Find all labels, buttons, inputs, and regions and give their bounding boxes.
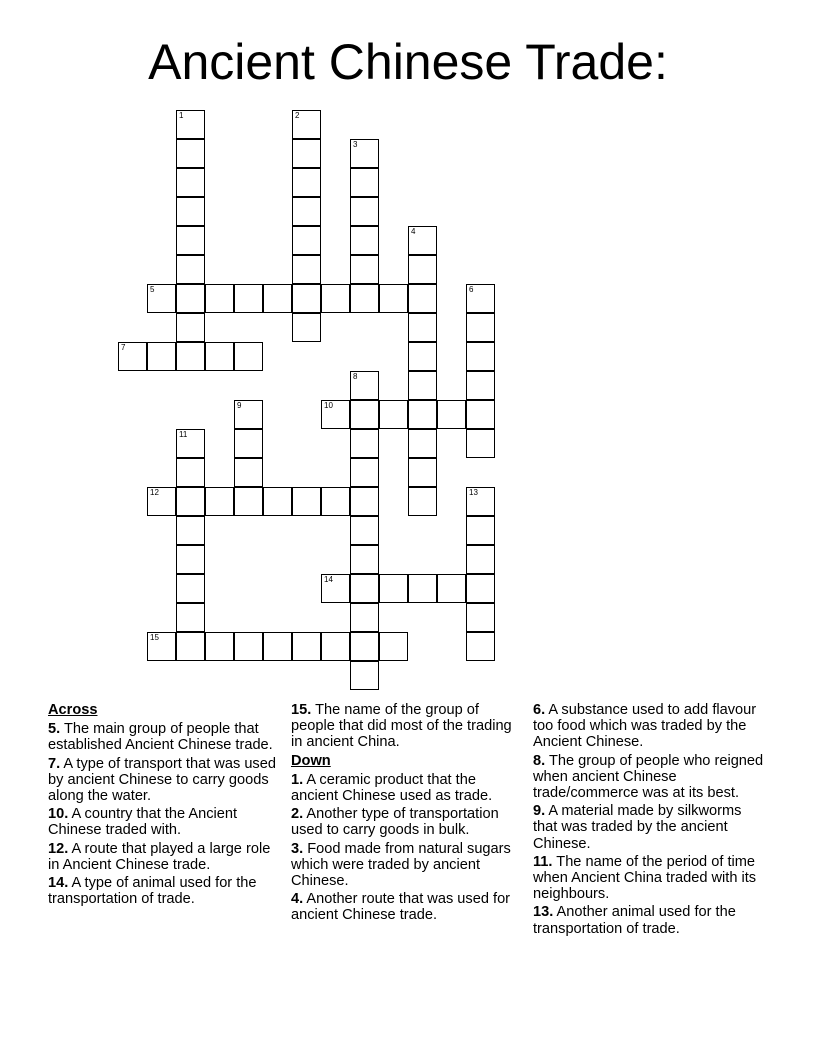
grid-cell[interactable] xyxy=(408,342,437,371)
clue-down-1: 1. A ceramic product that the ancient Chinese used as trade. xyxy=(291,771,493,805)
clue-number: 5 xyxy=(150,285,155,294)
grid-cell[interactable] xyxy=(350,574,379,603)
clue-number: 12 xyxy=(150,488,159,497)
grid-cell[interactable] xyxy=(350,400,379,429)
grid-cell[interactable] xyxy=(292,255,321,284)
grid-cell[interactable] xyxy=(379,284,408,313)
clue-number: 7 xyxy=(121,343,126,352)
grid-cell[interactable] xyxy=(176,139,205,168)
grid-cell[interactable] xyxy=(408,284,437,313)
grid-cell[interactable] xyxy=(466,574,495,603)
grid-cell[interactable] xyxy=(350,371,379,400)
grid-cell[interactable] xyxy=(350,632,379,661)
puzzle-title: Ancient Chinese Trade: xyxy=(148,34,668,90)
grid-cell[interactable] xyxy=(234,284,263,313)
grid-cell[interactable] xyxy=(350,487,379,516)
clue-across-10: 10. A country that the Ancient Chinese traded with. xyxy=(48,806,238,839)
clue-down-9: 9. A material made by silkworms that was traded by the ancient Chinese. xyxy=(533,803,742,852)
grid-cell[interactable] xyxy=(350,661,379,690)
grid-cell[interactable] xyxy=(292,284,321,313)
grid-cell[interactable] xyxy=(176,226,205,255)
grid-cell[interactable] xyxy=(466,487,495,516)
clue-number: 4 xyxy=(411,227,416,236)
grid-cell[interactable] xyxy=(466,545,495,574)
grid-cell[interactable] xyxy=(466,632,495,661)
grid-cell[interactable] xyxy=(176,516,205,545)
clue-across-7: 7. A type of transport that was used by ancient Chinese to carry goods along the water. xyxy=(48,755,276,805)
grid-cell[interactable] xyxy=(263,632,292,661)
grid-cell[interactable] xyxy=(205,632,234,661)
grid-cell[interactable] xyxy=(292,197,321,226)
grid-cell[interactable] xyxy=(292,487,321,516)
grid-cell[interactable] xyxy=(234,487,263,516)
grid-cell[interactable] xyxy=(321,487,350,516)
grid-cell[interactable] xyxy=(408,487,437,516)
grid-cell[interactable] xyxy=(408,429,437,458)
grid-cell[interactable] xyxy=(176,429,205,458)
grid-cell[interactable] xyxy=(292,632,321,661)
grid-cell[interactable] xyxy=(147,342,176,371)
grid-cell[interactable] xyxy=(176,313,205,342)
grid-cell[interactable] xyxy=(466,516,495,545)
grid-cell[interactable] xyxy=(118,342,147,371)
grid-cell[interactable] xyxy=(321,400,350,429)
clue-number: 9 xyxy=(237,401,242,410)
grid-cell[interactable] xyxy=(350,139,379,168)
grid-cell[interactable] xyxy=(437,400,466,429)
grid-cell[interactable] xyxy=(292,226,321,255)
clues-column-3 xyxy=(533,702,769,939)
grid-cell[interactable] xyxy=(176,487,205,516)
grid-cell[interactable] xyxy=(437,574,466,603)
grid-cell[interactable] xyxy=(379,632,408,661)
grid-cell[interactable] xyxy=(292,139,321,168)
grid-cell[interactable] xyxy=(147,632,176,661)
grid-cell[interactable] xyxy=(234,429,263,458)
clue-number: 3 xyxy=(353,140,358,149)
grid-cell[interactable] xyxy=(466,313,495,342)
clue-number: 1 xyxy=(179,111,184,120)
grid-cell[interactable] xyxy=(350,226,379,255)
grid-cell[interactable] xyxy=(466,342,495,371)
down-header: Down xyxy=(291,752,331,769)
clue-number: 10 xyxy=(324,401,333,410)
across-header: Across xyxy=(48,702,98,718)
grid-cell[interactable] xyxy=(408,226,437,255)
grid-cell[interactable] xyxy=(292,110,321,139)
clue-number: 11 xyxy=(179,430,188,439)
clues-column-2 xyxy=(291,702,525,926)
grid-cell[interactable] xyxy=(292,313,321,342)
grid-cell[interactable] xyxy=(205,284,234,313)
clue-across-14: 14. A type of animal used for the transportation of trade. xyxy=(48,875,257,908)
grid-cell[interactable] xyxy=(263,284,292,313)
grid-cell[interactable] xyxy=(350,429,379,458)
clue-down-3: 3. Food made from natural sugars which were traded by ancient Chinese. xyxy=(291,840,511,890)
clue-down-11: 11. The name of the period of time when Ancient China traded with its neighbours. xyxy=(533,853,757,903)
grid-cell[interactable] xyxy=(176,342,205,371)
clue-number: 15 xyxy=(150,633,159,642)
grid-cell[interactable] xyxy=(147,284,176,313)
grid-cell[interactable] xyxy=(350,458,379,487)
clue-down-2: 2. Another type of transportation used to carry goods in bulk. xyxy=(291,806,499,839)
grid-cell[interactable] xyxy=(350,545,379,574)
grid-cell[interactable] xyxy=(176,632,205,661)
clue-down-6: 6. A substance used to add flavour too food which was traded by the Ancient Chinese. xyxy=(533,702,757,751)
grid-cell[interactable] xyxy=(466,284,495,313)
clue-down-8: 8. The group of people who reigned when ancient Chinese trade/commerce was at its best. xyxy=(533,752,764,802)
grid-cell[interactable] xyxy=(176,110,205,139)
grid-cell[interactable] xyxy=(176,197,205,226)
clue-number: 14 xyxy=(324,575,333,584)
grid-cell[interactable] xyxy=(147,487,176,516)
grid-cell[interactable] xyxy=(292,168,321,197)
grid-cell[interactable] xyxy=(350,284,379,313)
grid-cell[interactable] xyxy=(234,400,263,429)
grid-cell[interactable] xyxy=(176,574,205,603)
grid-cell[interactable] xyxy=(234,458,263,487)
grid-cell[interactable] xyxy=(466,400,495,429)
grid-cell[interactable] xyxy=(321,284,350,313)
grid-cell[interactable] xyxy=(408,371,437,400)
clue-across-12: 12. A route that played a large role in Ancient Chinese trade. xyxy=(48,840,271,873)
grid-cell[interactable] xyxy=(466,429,495,458)
grid-cell[interactable] xyxy=(350,168,379,197)
grid-cell[interactable] xyxy=(466,371,495,400)
clue-number: 2 xyxy=(295,111,300,120)
grid-cell[interactable] xyxy=(350,516,379,545)
grid-cell[interactable] xyxy=(176,168,205,197)
clue-down-4: 4. Another route that was used for ancient Chinese trade. xyxy=(291,891,511,924)
grid-cell[interactable] xyxy=(176,458,205,487)
grid-cell[interactable] xyxy=(466,603,495,632)
grid-cell[interactable] xyxy=(176,255,205,284)
grid-cell[interactable] xyxy=(379,400,408,429)
grid-cell[interactable] xyxy=(408,400,437,429)
clue-across-5: 5. The main group of people that established Ancient Chinese trade. xyxy=(48,721,273,754)
grid-cell[interactable] xyxy=(350,255,379,284)
grid-cell[interactable] xyxy=(408,574,437,603)
grid-cell[interactable] xyxy=(234,632,263,661)
grid-cell[interactable] xyxy=(408,255,437,284)
grid-cell[interactable] xyxy=(176,603,205,632)
clue-across-15: 15. The name of the group of people that did most of the trading in ancient China. xyxy=(291,702,512,751)
clue-number: 6 xyxy=(469,285,474,294)
grid-cell[interactable] xyxy=(263,487,292,516)
grid-cell[interactable] xyxy=(176,545,205,574)
clue-number: 8 xyxy=(353,372,358,381)
grid-cell[interactable] xyxy=(379,574,408,603)
grid-cell[interactable] xyxy=(321,574,350,603)
clue-number: 13 xyxy=(469,488,478,497)
grid-cell[interactable] xyxy=(321,632,350,661)
grid-cell[interactable] xyxy=(176,284,205,313)
grid-cell[interactable] xyxy=(408,313,437,342)
grid-cell[interactable] xyxy=(205,342,234,371)
clue-down-13: 13. Another animal used for the transportation of trade. xyxy=(533,904,736,937)
grid-cell[interactable] xyxy=(408,458,437,487)
grid-cell[interactable] xyxy=(350,603,379,632)
grid-cell[interactable] xyxy=(350,197,379,226)
clues-column-1 xyxy=(48,702,280,909)
grid-cell[interactable] xyxy=(234,342,263,371)
grid-cell[interactable] xyxy=(205,487,234,516)
